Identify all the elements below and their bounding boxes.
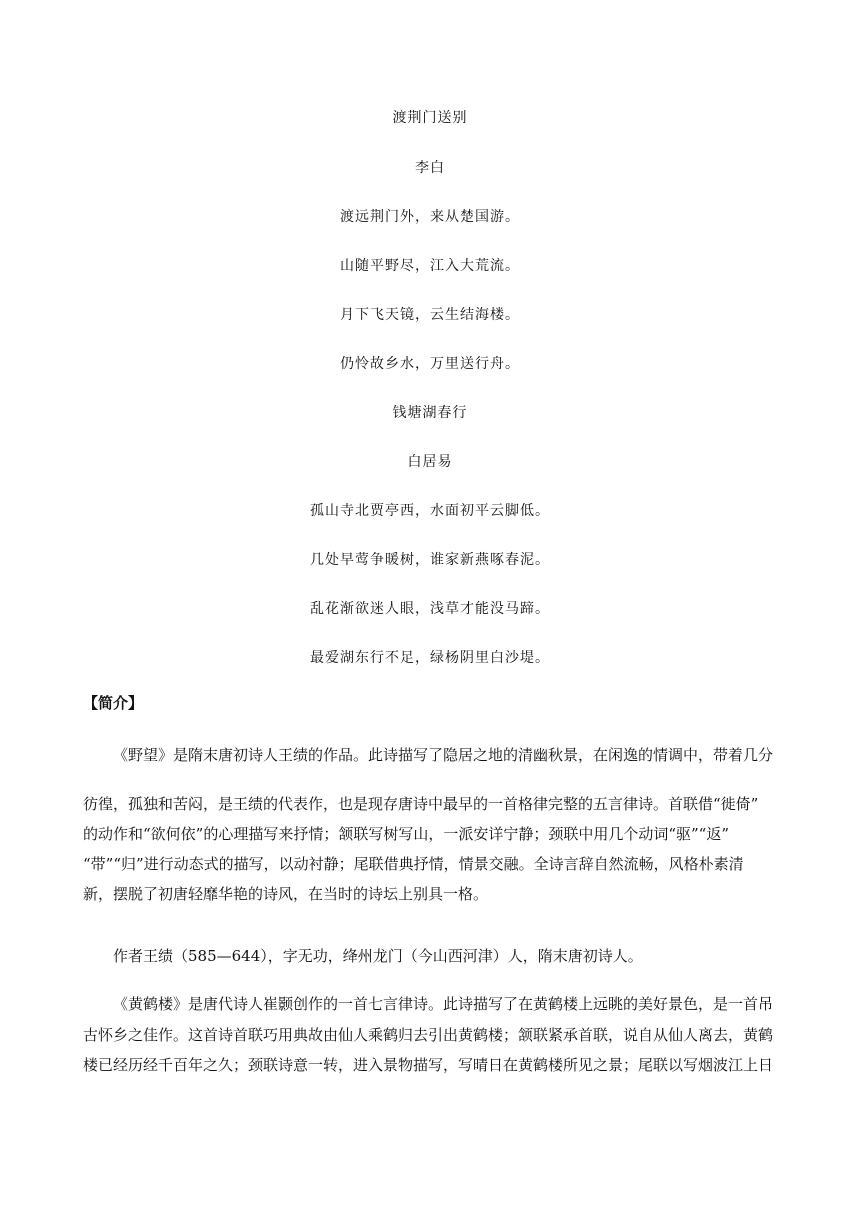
- poem-1-line-2: 山随平野尽，江入大荒流。: [340, 258, 520, 274]
- poem-1-author: 李白: [415, 160, 445, 176]
- paragraph-line: 《野望》是隋末唐初诗人王绩的作品。此诗描写了隐居之地的清幽秋景，在闲逸的情调中，带着几分: [113, 746, 774, 764]
- paragraph-line: 作者王绩（585—644），字无功，绛州龙门（今山西河津）人，隋末唐初诗人。: [113, 947, 643, 965]
- paragraph-line: 新，摆脱了初唐轻靡华艳的诗风，在当时的诗坛上别具一格。: [83, 885, 489, 903]
- paragraph-line: 古怀乡之佳作。这首诗首联巧用典故由仙人乘鹤归去引出黄鹤楼；颔联紧承首联，说自从仙人离去，黄鹤: [83, 1026, 774, 1044]
- poem-2-author: 白居易: [407, 454, 453, 470]
- intro-paragraph-1: [83, 740, 783, 771]
- intro-paragraph-3: [83, 989, 783, 1020]
- intro-paragraph-3-cont: [83, 1020, 783, 1080]
- poem-2-title: 钱塘湖春行: [392, 405, 468, 421]
- paragraph-line: “带”“归”进行动态式的描写，以动衬静；尾联借典抒情，情景交融。全诗言辞自然流畅，风格朴素清: [83, 855, 744, 873]
- poem-2-line-4: 最爱湖东行不足，绿杨阴里白沙堤。: [310, 650, 550, 666]
- poem-2-line-3: 乱花渐欲迷人眼，浅草才能没马蹄。: [310, 601, 550, 617]
- poem-1-line-1: 渡远荆门外，来从楚国游。: [340, 209, 520, 225]
- intro-heading: 【简介】: [83, 694, 144, 712]
- poem-2-line-1: 孤山寺北贾亭西，水面初平云脚低。: [310, 503, 550, 519]
- poem-2-line-2: 几处早莺争暖树，谁家新燕啄春泥。: [310, 552, 550, 568]
- poem-1-line-4: 仍怜故乡水，万里送行舟。: [340, 356, 520, 372]
- intro-paragraph-2: [83, 941, 783, 972]
- paragraph-line: 彷徨，孤独和苦闷，是王绩的代表作，也是现存唐诗中最早的一首格律完整的五言律诗。首联借“徙倚”: [83, 795, 759, 813]
- paragraph-line: 《黄鹤楼》是唐代诗人崔颢创作的一首七言律诗。此诗描写了在黄鹤楼上远眺的美好景色，是一首吊: [113, 995, 774, 1013]
- intro-paragraph-1-cont: [83, 789, 783, 909]
- poem-1-title: 渡荆门送别: [392, 110, 468, 126]
- paragraph-line: 的动作和“欲何依”的心理描写来抒情；颔联写树写山，一派安详宁静；颈联中用几个动词“驱”“返”: [83, 825, 730, 843]
- paragraph-line: 楼已经历经千百年之久；颈联诗意一转，进入景物描写，写晴日在黄鹤楼所见之景；尾联以写烟波江上日: [83, 1056, 774, 1074]
- poem-1-line-3: 月下飞天镜，云生结海楼。: [340, 307, 520, 323]
